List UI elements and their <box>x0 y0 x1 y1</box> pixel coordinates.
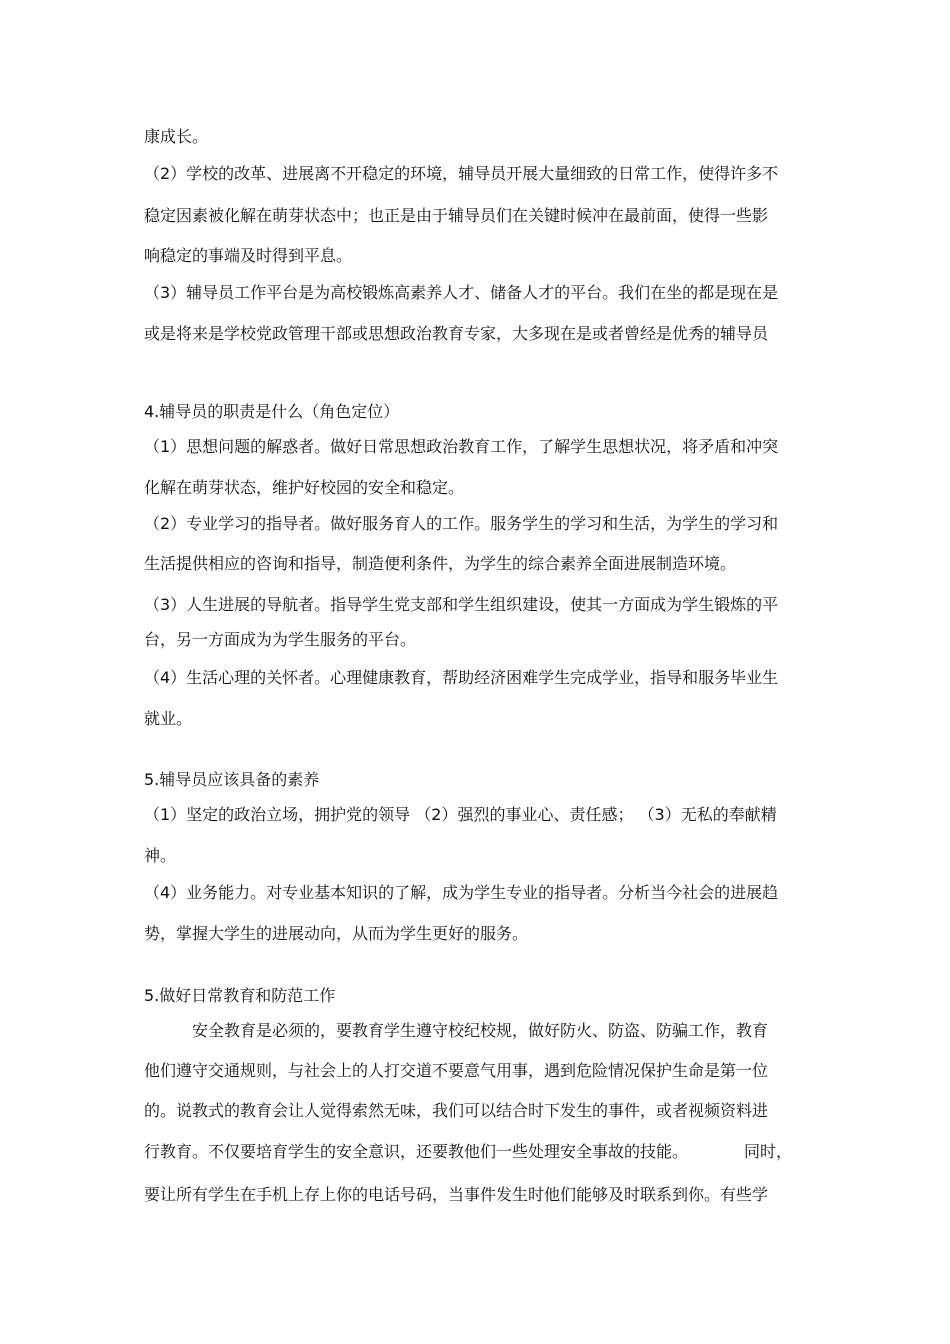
paragraph-line: （3）人生进展的导航者。指导学生党支部和学生组织建设，使其一方面成为学生锻炼的平 <box>144 595 779 614</box>
section-heading: 5.辅导员应该具备的素养 <box>144 770 320 789</box>
paragraph-line: 或是将来是学校党政管理干部或思想政治教育专家，大多现在是或者曾经是优秀的辅导员 <box>144 324 769 343</box>
paragraph-line: 神。 <box>144 846 177 865</box>
paragraph-line: 生活提供相应的咨询和指导，制造便利条件，为学生的综合素养全面进展制造环境。 <box>144 554 737 573</box>
paragraph-line: 安全教育是必须的，要教育学生遵守校纪校规，做好防火、防盗、防骗工作，教育 <box>192 1021 769 1040</box>
paragraph-line: 响稳定的事端及时得到平息。 <box>144 246 353 265</box>
section-heading: 5.做好日常教育和防范工作 <box>144 986 336 1005</box>
paragraph-line: （1）坚定的政治立场，拥护党的领导 （2）强烈的事业心、责任感； （3）无私的奉献精 <box>144 805 777 824</box>
paragraph-line: （1）思想问题的解惑者。做好日常思想政治教育工作，了解学生思想状况，将矛盾和冲突 <box>144 437 779 456</box>
paragraph-line: 化解在萌芽状态，维护好校园的安全和稳定。 <box>144 478 465 497</box>
paragraph-line: 势，掌握大学生的进展动向，从而为学生更好的服务。 <box>144 924 529 943</box>
paragraph-line: 要让所有学生在手机上存上你的电话号码，当事件发生时他们能够及时联系到你。有些学 <box>144 1185 769 1204</box>
paragraph-line: 就业。 <box>144 709 193 728</box>
paragraph-line: 他们遵守交通规则，与社会上的人打交道不要意气用事，遇到危险情况保护生命是第一位 <box>144 1061 769 1080</box>
paragraph-line: 稳定因素被化解在萌芽状态中；也正是由于辅导员们在关键时候冲在最前面，使得一些影 <box>144 206 769 225</box>
paragraph-line: 的。说教式的教育会让人觉得索然无味，我们可以结合时下发生的事件，或者视频资料进 <box>144 1101 769 1120</box>
paragraph-line: （4）生活心理的关怀者。心理健康教育，帮助经济困难学生完成学业，指导和服务毕业生 <box>144 668 779 687</box>
paragraph-line: （2）专业学习的指导者。做好服务育人的工作。服务学生的学习和生活，为学生的学习和 <box>144 514 779 533</box>
paragraph-line: 台，另一方面成为为学生服务的平台。 <box>144 630 417 649</box>
paragraph-line: 行教育。不仅要培育学生的安全意识，还要教他们一些处理安全事故的技能。 同时， <box>144 1142 793 1161</box>
paragraph-line: （2）学校的改革、进展离不开稳定的环境，辅导员开展大量细致的日常工作，使得许多不 <box>144 164 779 183</box>
section-heading: 4.辅导员的职责是什么（角色定位） <box>144 402 400 421</box>
paragraph-line: 康成长。 <box>144 127 209 146</box>
paragraph-line: （4）业务能力。对专业基本知识的了解，成为学生专业的指导者。分析当今社会的进展趋 <box>144 883 779 902</box>
paragraph-line: （3）辅导员工作平台是为高校锻炼高素养人才、储备人才的平台。我们在坐的都是现在是 <box>144 283 779 302</box>
